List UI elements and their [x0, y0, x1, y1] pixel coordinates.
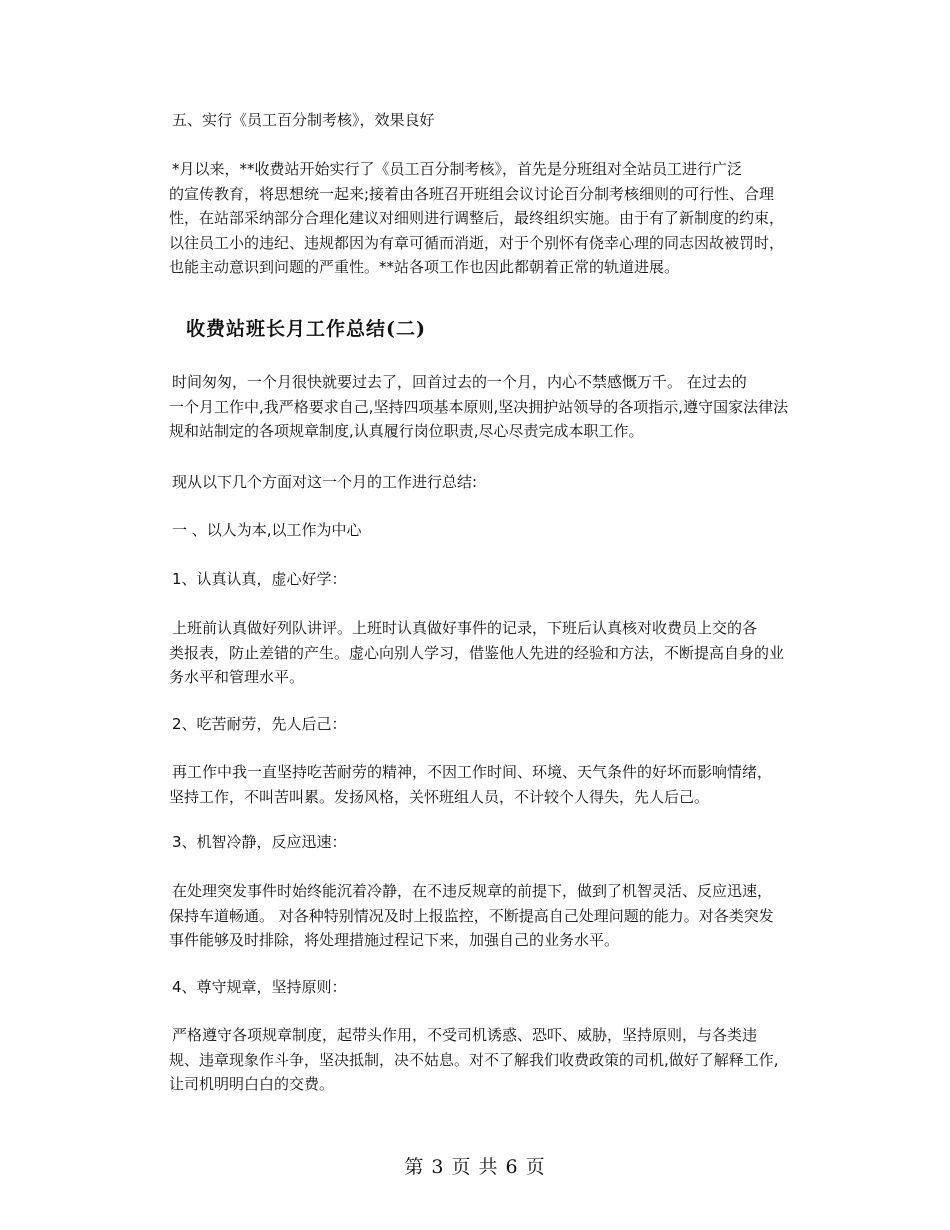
item-body-line: 务水平和管理水平。 — [169, 668, 305, 686]
intro-line: 一个月工作中,我严格要求自己,坚持四项基本原则,坚决拥护站领导的各项指示,遵守国家法律法 — [169, 397, 789, 416]
section5-line: 性，在站部采纳部分合理化建议对细则进行调整后，最终组织实施。由于有了新制度的约束， — [169, 209, 785, 227]
item-body-line: 事件能够及时排除，将处理措施过程记下来，加强自己的业务水平。 — [169, 931, 620, 949]
section5-line: 以往员工小的违纪、违规都因为有章可循而消逝，对于个别怀有侥幸心理的同志因故被罚时， — [169, 233, 785, 252]
item-body-1 — [169, 616, 812, 690]
item-body-2 — [169, 760, 812, 809]
item-heading-3: 3、机智冷静，反应迅速： — [172, 833, 347, 851]
section5-heading: 五、实行《员工百分制考核》，效果良好 — [172, 111, 435, 129]
item-body-3 — [169, 879, 812, 953]
intro-paragraph — [169, 370, 812, 444]
item-body-line: 严格遵守各项规章制度，起带头作用，不受司机诱惑、恐吓、威胁，坚持原则，与各类违 — [172, 1026, 758, 1044]
part1-heading: 一 、以人为本,以工作为中心 — [172, 521, 362, 539]
item-heading-4: 4、尊守规章，坚持原则： — [172, 978, 347, 996]
item-body-line: 类报表，防止差错的产生。虚心向别人学习，借鉴他人先进的经验和方法，不断提高自身的业 — [169, 643, 785, 662]
item-body-line: 保持车道畅通。 对各种特别情况及时上报监控，不断提高自己处理问题的能力。对各类突发 — [169, 906, 774, 925]
intro-line: 时间匆匆，一个月很快就要过去了，回首过去的一个月，内心不禁感慨万千。 在过去的 — [172, 373, 747, 391]
intro-line: 规和站制定的各项规章制度,认真履行岗位职责,尽心尽责完成本职工作。 — [169, 422, 644, 440]
section5-line: *月以来，**收费站开始实行了《员工百分制考核》，首先是分班组对全站员工进行广泛 — [172, 160, 743, 178]
item-body-line: 坚持工作，不叫苦叫累。发扬风格，关怀班组人员，不计较个人得失，先人后己。 — [169, 787, 710, 806]
item-body-line: 上班前认真做好列队讲评。上班时认真做好事件的记录，下班后认真核对收费员上交的各 — [172, 619, 758, 637]
document-title: 收费站班长月工作总结(二) — [186, 318, 426, 340]
section5-line: 的宣传教育，将思想统一起来;接着由各班召开班组会议讨论百分制考核细则的可行性、合理 — [169, 184, 775, 203]
item-body-line: 在处理突发事件时始终能沉着冷静，在不违反规章的前提下，做到了机智灵活、反应迅速， — [172, 882, 773, 900]
section5-line: 也能主动意识到问题的严重性。**站各项工作也因此都朝着正常的轨道进展。 — [169, 258, 680, 276]
summary-intro: 现从以下几个方面对这一个月的工作进行总结: — [172, 473, 478, 491]
item-body-4 — [169, 1023, 812, 1097]
item-body-line: 规、违章现象作斗争，坚决抵制，决不姑息。对不了解我们收费政策的司机,做好了解释工作, — [169, 1050, 779, 1069]
section5-body — [169, 157, 812, 280]
item-body-line: 让司机明明白白的交费。 — [169, 1075, 335, 1093]
item-heading-2: 2、吃苦耐劳，先人后己： — [172, 715, 347, 733]
item-body-line: 再工作中我一直坚持吃苦耐劳的精神，不因工作时间、环境、天气条件的好坏而影响情绪， — [172, 763, 773, 781]
page-footer: 第 3 页 共 6 页 — [404, 1156, 546, 1178]
item-heading-1: 1、认真认真，虚心好学： — [172, 570, 347, 588]
